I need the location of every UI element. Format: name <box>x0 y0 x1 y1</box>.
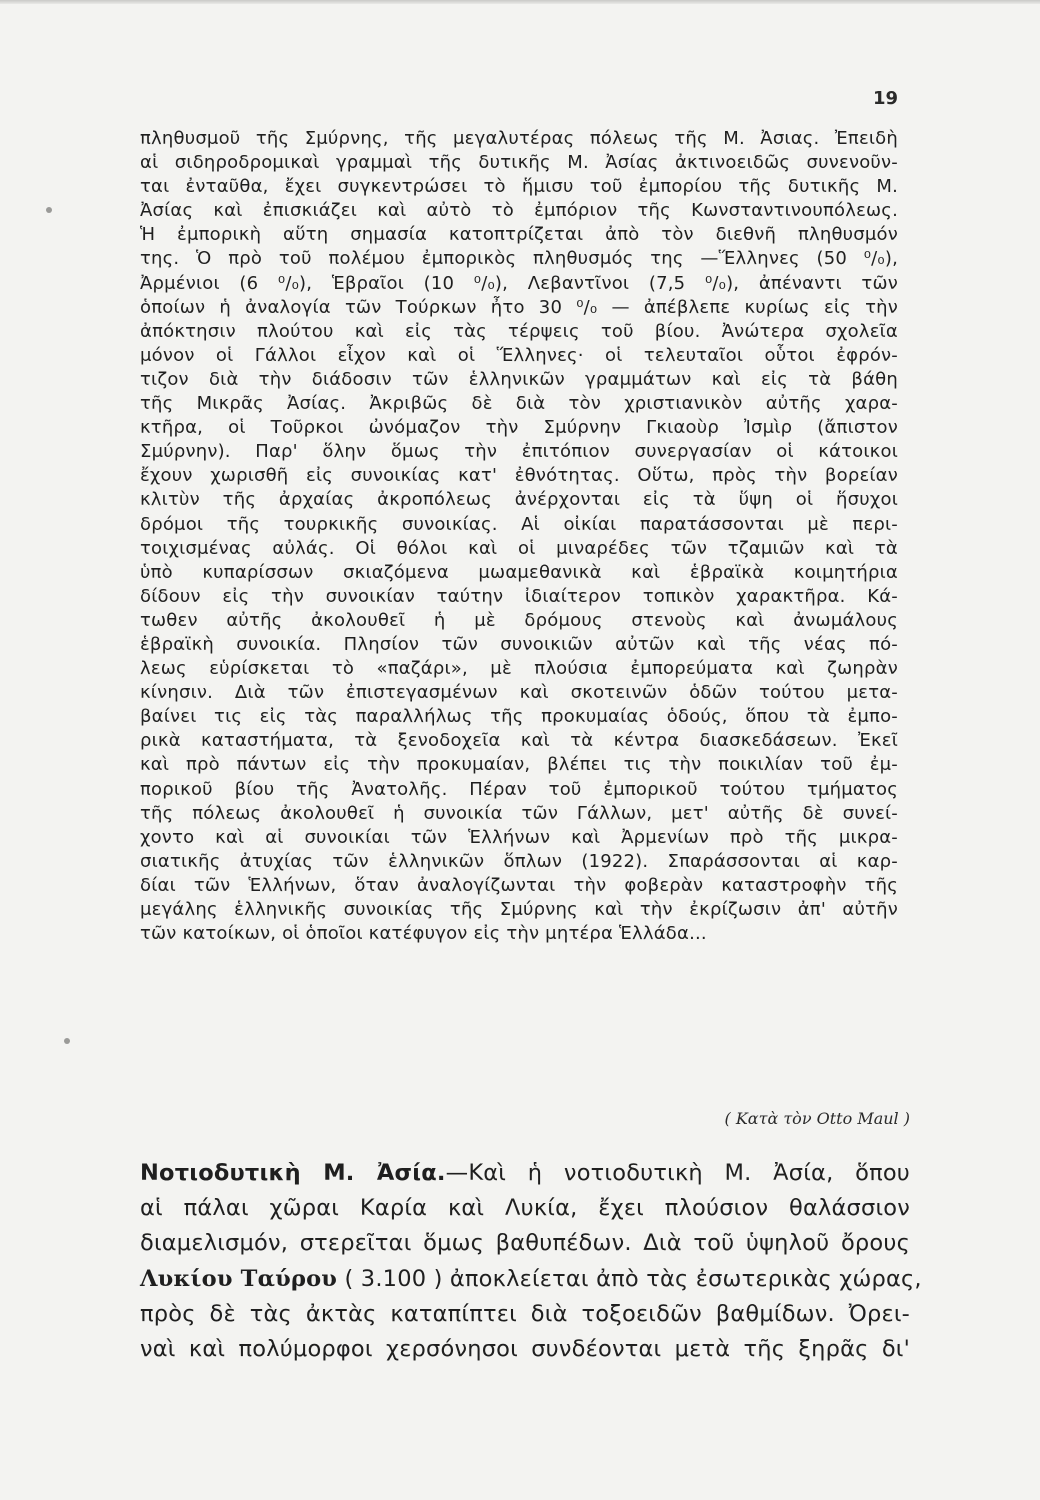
body-line: Ἀρμένιοι (6 ⁰/₀), Ἑβραῖοι (10 ⁰/₀), Λεβαντῖνοι (7,5 ⁰/₀), ἀπέναντι τῶν <box>140 272 898 294</box>
body-line: ὁποίων ἡ ἀναλογία τῶν Τούρκων ἦτο 30 ⁰/₀ — ἀπέβλεπε κυρίως εἰς τὴν <box>140 296 898 318</box>
section-line <box>140 1156 910 1191</box>
body-paragraph <box>140 127 898 946</box>
body-line: μεγάλης ἑλληνικῆς συνοικίας τῆς Σμύρνης καὶ τὴν ἐκρίζωσιν ἀπ' αὐτῆν <box>140 899 898 920</box>
body-line: χοντο καὶ αἱ συνοικίαι τῶν Ἑλλήνων καὶ Ἀρμενίων πρὸ τῆς μικρα- <box>140 826 898 848</box>
page-number: 19 <box>872 88 898 109</box>
section-paragraph <box>140 1156 922 1367</box>
body-line: δίδουν εἰς τὴν συνοικίαν ταύτην ἰδιαίτερον τοπικὸν χαρακτῆρα. Κά- <box>140 585 898 607</box>
section-line-text: ( 3.100 ) ἀποκλείεται ἀπὸ τὰς ἐσωτερικὰς χώρας, <box>337 1265 922 1292</box>
body-line: τῆς Μικρᾶς Ἀσίας. Ἀκριβῶς δὲ διὰ τὸν χριστιανικὸν αὐτῆς χαρα- <box>140 393 898 415</box>
body-line: βαίνει τις εἰς τὰς παραλλήλως τῆς προκυμαίας ὁδούς, ὅπου τὰ ἐμπο- <box>140 706 898 728</box>
section-line: διαμελισμόν, στερεῖται ὅμως βαθυπέδων. Διὰ τοῦ ὑψηλοῦ ὄρους <box>140 1230 910 1257</box>
section-line: ναὶ καὶ πολύμορφοι χερσόνησοι συνδέονται μετὰ τῆς ξηρᾶς δι' <box>140 1335 910 1362</box>
body-line: δίαι τῶν Ἑλλήνων, ὅταν ἀναλογίζωνται τὴν φοβερὰν καταστροφὴν τῆς <box>140 874 898 896</box>
body-line: λεως εὑρίσκεται τὸ «παζάρι», μὲ πλούσια ἐμπορεύματα καὶ ζωηρὰν <box>140 658 898 680</box>
section-line: πρὸς δὲ τὰς ἀκτὰς καταπίπτει διὰ τοξοειδῶν βαθμίδων. Ὀρει- <box>140 1300 910 1327</box>
body-line: ἑβραϊκὴ συνοικία. Πλησίον τῶν συνοικιῶν αὐτῶν καὶ τῆς νέας πό- <box>140 633 898 655</box>
body-line: ρικὰ καταστήματα, τὰ ξενοδοχεῖα καὶ τὰ κέντρα διασκεδάσεων. Ἐκεῖ <box>140 730 898 752</box>
section-line: αἱ πάλαι χῶραι Καρία καὶ Λυκία, ἔχει πλούσιον θαλάσσιον <box>140 1195 910 1222</box>
margin-mark-top <box>46 207 52 213</box>
body-line: σιατικῆς ἀτυχίας τῶν ἑλληνικῶν ὅπλων (1922). Σπαράσσονται αἱ καρ- <box>140 850 898 872</box>
mountain-name: Λυκίου Ταύρου <box>140 1265 338 1292</box>
body-line: κλιτὺν τῆς ἀρχαίας ἀκροπόλεως ἀνέρχονται εἰς τὰ ὕψη οἱ ἥσυχοι <box>140 489 898 511</box>
body-line: ἀπόκτησιν πλούτου καὶ εἰς τὰς τέρψεις τοῦ βίου. Ἀνώτερα σχολεῖα <box>140 320 898 342</box>
body-line: τωθεν αὐτῆς ἀκολουθεῖ ἡ μὲ δρόμους στενοὺς καὶ ἀνωμάλους <box>140 609 898 631</box>
body-line: Ἀσίας καὶ ἐπισκιάζει καὶ αὐτὸ τὸ ἐμπόριον τῆς Κωνσταντινουπόλεως. <box>140 200 898 222</box>
body-line: κτῆρα, οἱ Τοῦρκοι ὠνόμαζον τὴν Σμύρνην Γκιαοὺρ Ἰσμὶρ (ἄπιστον <box>140 417 898 439</box>
body-line: κίνησιν. Διὰ τῶν ἐπιστεγασμένων καὶ σκοτεινῶν ὁδῶν τούτου μετα- <box>140 682 898 704</box>
body-line: τοιχισμένας αὐλάς. Οἱ θόλοι καὶ οἱ μιναρέδες τῶν τζαμιῶν καὶ τὰ <box>140 537 898 559</box>
body-line: ἔχουν χωρισθῆ εἰς συνοικίας κατ' ἐθνότητας. Οὕτω, πρὸς τὴν βορείαν <box>140 465 898 487</box>
section-line <box>140 1262 922 1297</box>
page-top-edge <box>0 0 1040 4</box>
body-line: ὑπὸ κυπαρίσσων σκιαζόμενα μωαμεθανικὰ καὶ ἑβραϊκὰ κοιμητήρια <box>140 561 898 583</box>
source-attribution: ( Κατὰ τὸν Otto Maul ) <box>724 1109 910 1128</box>
body-line: τῆς πόλεως ἀκολουθεῖ ἡ συνοικία τῶν Γάλλων, μετ' αὐτῆς δὲ συνεί- <box>140 802 898 824</box>
body-line: μόνον οἱ Γάλλοι εἶχον καὶ οἱ Ἕλληνες· οἱ τελευταῖοι οὗτοι ἐφρόν- <box>140 344 898 366</box>
body-line: καὶ πρὸ πάντων εἰς τὴν προκυμαίαν, βλέπει τις τὴν ποικιλίαν τοῦ ἐμ- <box>140 754 898 776</box>
body-line: πληθυσμοῦ τῆς Σμύρνης, τῆς μεγαλυτέρας πόλεως τῆς Μ. Ἀσιας. Ἐπειδὴ <box>140 128 898 149</box>
body-line: ται ἐνταῦθα, ἔχει συγκεντρώσει τὸ ἥμισυ τοῦ ἐμπορίου τῆς δυτικῆς Μ. <box>140 176 898 198</box>
body-line: Σμύρνην). Παρ' ὅλην ὅμως τὴν ἐπιτόπιον συνεργασίαν οἱ κάτοικοι <box>140 441 898 463</box>
body-line: αἱ σιδηροδρομικαὶ γραμμαὶ τῆς δυτικῆς Μ. Ἀσίας ἀκτινοειδῶς συνενοῦν- <box>140 152 898 174</box>
body-line: τιζον διὰ τὴν διάδοσιν τῶν ἑλληνικῶν γραμμάτων καὶ εἰς τὰ βάθη <box>140 368 898 390</box>
body-line: Ἡ ἐμπορικὴ αὕτη σημασία κατοπτρίζεται ἀπὸ τὸν διεθνῆ πληθυσμόν <box>140 224 898 246</box>
body-line: δρόμοι τῆς τουρκικῆς συνοικίας. Αἱ οἰκίαι παρατάσσονται μὲ περι- <box>140 513 898 535</box>
section-line-text: —Καὶ ἡ νοτιοδυτικὴ Μ. Ἀσία, ὅπου <box>445 1160 910 1186</box>
margin-mark-bottom <box>64 1038 70 1044</box>
body-line: πορικοῦ βίου τῆς Ἀνατολῆς. Πέραν τοῦ ἐμπορικοῦ τούτου τμήματος <box>140 778 898 800</box>
body-line: της. Ὁ πρὸ τοῦ πολέμου ἐμπορικὸς πληθυσμός της —Ἕλληνες (50 ⁰/₀), <box>140 248 898 270</box>
section-heading: Νοτιοδυτικὴ Μ. Ἀσία. <box>140 1160 446 1186</box>
body-line: τῶν κατοίκων, οἱ ὁποῖοι κατέφυγον εἰς τὴν μητέρα Ἑλλάδα... <box>140 923 707 945</box>
